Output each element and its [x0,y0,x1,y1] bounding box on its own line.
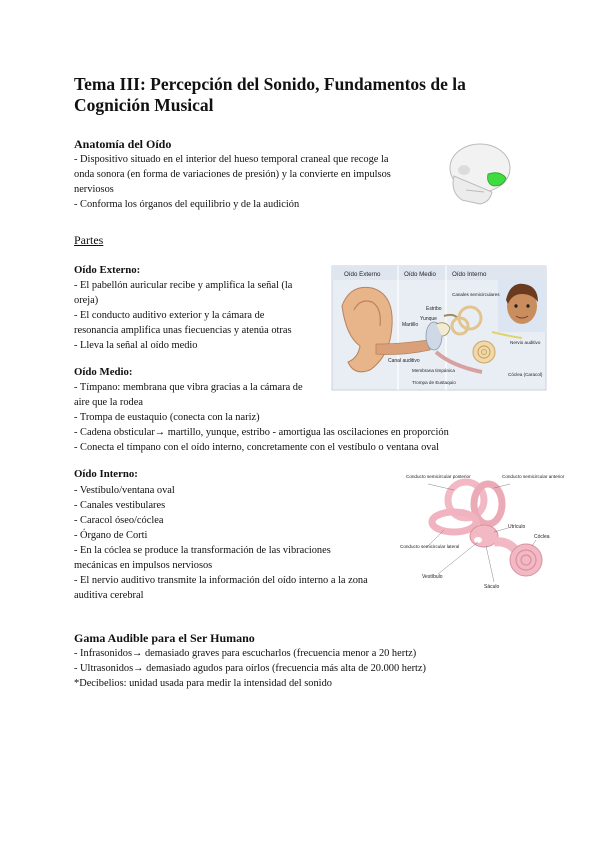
interno-line: mecánicas en impulsos nerviosos [74,560,213,571]
page-title: Tema III: Percepción del Sonido, Fundamentos de la Cognición Musical [74,74,466,115]
medio-text [74,380,449,455]
gama-text [74,646,426,691]
medio-line: - Trompa de eustaquio (conecta con la nariz) [74,412,260,423]
interno-line: auditiva cerebral [74,590,144,601]
interno-heading: Oído Interno: [74,468,138,480]
externo-line: oreja) [74,295,99,306]
anatomia-line: nerviosos [74,184,114,195]
label-canal-auditivo: Canal auditivo [388,358,420,364]
inner-ear-figure [398,470,565,592]
ear-tab-medio: Oído Medio [404,271,436,278]
label-vestibulo: Vestíbulo [422,574,443,580]
label-membrana: Membrana timpánica [412,368,455,373]
label-utriculo: Utrículo [508,524,526,530]
interno-line: - El nervio auditivo transmite la información del oído interno a la zona [74,575,368,586]
label-coclea: Cóclea (Caracol) [508,372,543,377]
interno-line: - Caracol óseo/cóclea [74,515,164,526]
interno-line: - En la cóclea se produce la transformación de las vibraciones [74,545,331,556]
medio-line: aire que la rodea [74,397,143,408]
label-coclea-inner: Cóclea [534,534,550,540]
interno-line: - Vestíbulo/ventana oval [74,485,175,496]
interno-line: - Órgano de Corti [74,530,148,541]
gama-line: - Ultrasonidos→ demasiado agudos para oírlos (frecuencia más alta de 20.000 hertz) [74,663,427,674]
label-yunque: Yunque [420,316,437,322]
anatomia-line: onda sonora (en forma de variaciones de presión) y la convierte en impulsos [74,169,391,180]
anatomia-line: - Conforma los órganos del equilibrio y de la audición [74,199,300,210]
gama-line: - Infrasonidos→ demasiado graves para escucharlos (frecuencia menor a 20 hertz) [74,648,417,659]
externo-line: - Lleva la señal al oído medio [74,340,198,351]
anatomia-text [74,152,391,212]
interno-text [74,483,368,603]
label-conducto-lateral: Conducto semicircular lateral [400,544,460,549]
label-trompa: Trompa de Eustaquio [412,380,456,385]
gama-line: *Decibelios: unidad usada para medir la intensidad del sonido [74,678,332,689]
externo-line: - El conducto auditivo exterior y la cámara de [74,310,265,321]
externo-line: resonancia amplifica unas fiecuencias y atenúa otras [74,325,292,336]
medio-line: - Tímpano: membrana que vibra gracias a la cámara de [74,382,303,393]
medio-line: - Cadena obsticular→ martillo, yunque, estribo - amortigua las oscilaciones en proporción [74,427,449,438]
medio-line: - Conecta el tímpano con el oído interno, concretamente con el vestíbulo o ventana oval [74,442,439,453]
label-estribo: Estribo [426,306,442,312]
ear-tab-externo: Oído Externo [344,271,381,278]
anatomia-line: - Dispositivo situado en el interior del hueso temporal craneal que recoge la [74,154,389,165]
externo-text [74,278,292,353]
label-conducto-anterior: Conducto semicircular anterior [502,474,565,479]
externo-line: - El pabellón auricular recibe y amplifica la señal (la [74,280,293,291]
anatomia-heading: Anatomía del Oído [74,137,172,151]
label-saculo: Sáculo [484,584,500,590]
externo-heading: Oído Externo: [74,264,141,276]
gama-heading: Gama Audible para el Ser Humano [74,631,255,645]
label-canales: Canales semicirculares [452,292,500,297]
ear-anatomy-figure [332,266,546,390]
label-martillo: Martillo [402,322,419,328]
partes-label: Partes [74,233,104,247]
label-conducto-posterior: Conducto semicircular posterior [406,474,471,479]
skull-illustration [440,140,520,210]
medio-heading: Oído Medio: [74,366,133,378]
ear-tab-interno: Oído Interno [452,271,487,278]
interno-line: - Canales vestibulares [74,500,166,511]
label-nervio: Nervio auditivo [510,340,541,345]
